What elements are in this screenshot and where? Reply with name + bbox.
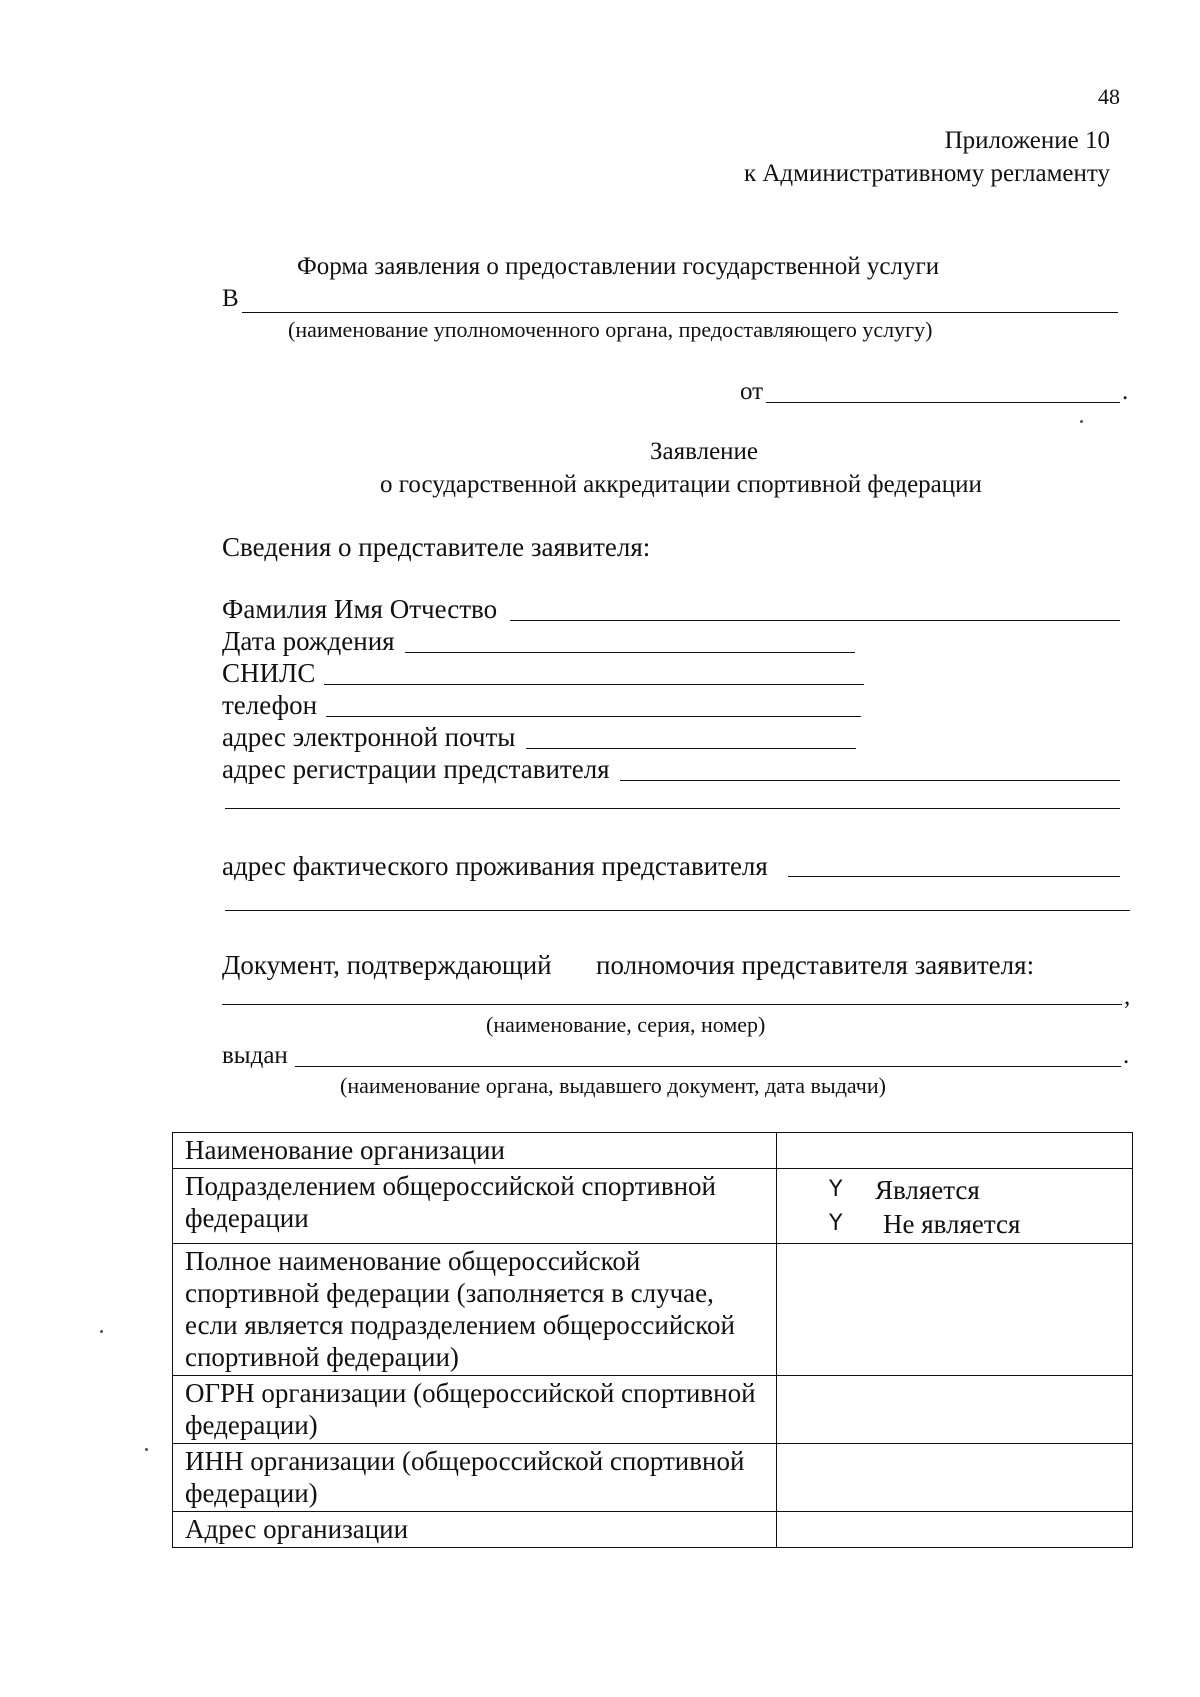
phone-label: телефон: [222, 690, 318, 720]
reg-address-line-2[interactable]: [225, 808, 1120, 809]
org-name-value[interactable]: [777, 1133, 1133, 1169]
address-value[interactable]: [777, 1512, 1133, 1548]
statement-title: Заявление: [650, 438, 759, 465]
actual-address-line-2[interactable]: [225, 910, 1130, 911]
table-row: [173, 1512, 1133, 1548]
birth-date-label: Дата рождения: [222, 626, 395, 656]
phone-line[interactable]: [326, 716, 861, 717]
reg-address-line[interactable]: [620, 780, 1120, 781]
snils-line[interactable]: [324, 684, 864, 685]
authority-doc-caption: (наименование, серия, номер): [486, 1012, 766, 1037]
option-is-not[interactable]: [789, 1207, 1122, 1241]
organization-table: [172, 1132, 1133, 1548]
option-is[interactable]: [789, 1173, 1122, 1207]
org-name-label: Наименование организации: [173, 1133, 777, 1169]
reg-address-label: адрес регистрации представителя: [222, 754, 610, 784]
federation-name-value[interactable]: [777, 1244, 1133, 1376]
authority-doc-line[interactable]: [222, 1004, 1122, 1005]
scan-speck: [145, 1448, 148, 1451]
form-title: Форма заявления о предоставлении государственной услуги: [297, 253, 940, 280]
from-suffix: .: [1122, 378, 1129, 405]
appendix-line2: к Административному регламенту: [743, 160, 1110, 187]
option-is-not-label: Не является: [883, 1209, 1021, 1239]
subdivision-label: Подразделением общероссийской спортивной федерации: [173, 1169, 777, 1244]
email-line[interactable]: [526, 748, 856, 749]
issued-line[interactable]: [295, 1066, 1121, 1067]
scan-speck: [100, 1330, 103, 1333]
recipient-line[interactable]: [242, 312, 1118, 313]
statement-subtitle: о государственной аккредитации спортивной федерации: [380, 471, 982, 498]
to-prefix: В: [222, 285, 239, 312]
authority-doc-comma: ,: [1124, 983, 1131, 1010]
actual-address-label: адрес фактического проживания представителя: [222, 851, 768, 881]
representative-heading: Сведения о представителе заявителя:: [222, 532, 651, 562]
from-prefix: от: [740, 378, 764, 405]
subdivision-options: [777, 1169, 1133, 1244]
federation-name-label: Полное наименование общероссийской спортивной федерации (заполняется в случае, если является подразделением общероссийской спортивной федерации): [173, 1244, 777, 1376]
full-name-label: Фамилия Имя Отчество: [222, 594, 498, 624]
option-is-label: Является: [875, 1175, 980, 1205]
inn-value[interactable]: [777, 1444, 1133, 1512]
inn-label: ИНН организации (общероссийской спортивной федерации): [173, 1444, 777, 1512]
checkbox-icon[interactable]: Ү: [829, 1177, 843, 1202]
full-name-line[interactable]: [510, 620, 1120, 621]
appendix-line1: Приложение 10: [944, 127, 1110, 154]
issued-prefix: выдан: [222, 1042, 288, 1069]
ogrn-value[interactable]: [777, 1376, 1133, 1444]
table-row: [173, 1133, 1133, 1169]
scan-speck: [1080, 420, 1083, 423]
table-row: [173, 1169, 1133, 1244]
actual-address-line[interactable]: [788, 876, 1120, 877]
authority-doc-label-2: полномочия представителя заявителя:: [596, 950, 1035, 980]
ogrn-label: ОГРН организации (общероссийской спортивной федерации): [173, 1376, 777, 1444]
birth-date-line[interactable]: [405, 652, 855, 653]
from-line[interactable]: [766, 402, 1120, 403]
authority-doc-label-1: Документ, подтверждающий: [222, 950, 552, 980]
table-row: [173, 1376, 1133, 1444]
page-number: 48: [1098, 84, 1120, 109]
table-row: [173, 1244, 1133, 1376]
checkbox-icon[interactable]: Ү: [829, 1211, 843, 1236]
address-label: Адрес организации: [173, 1512, 777, 1548]
recipient-caption: (наименование уполномоченного органа, предоставляющего услугу): [288, 317, 933, 342]
email-label: адрес электронной почты: [222, 722, 516, 752]
issued-suffix: .: [1123, 1042, 1130, 1069]
snils-label: СНИЛС: [222, 658, 316, 688]
issued-caption: (наименование органа, выдавшего документ, дата выдачи): [340, 1073, 886, 1098]
table-row: [173, 1444, 1133, 1512]
